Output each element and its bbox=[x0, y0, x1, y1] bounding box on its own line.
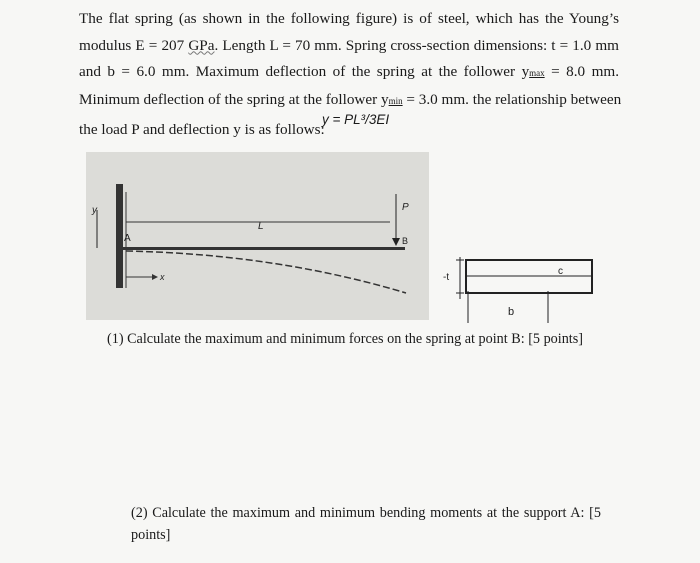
problem-line-5: the load P and deflection y is as follows: bbox=[79, 121, 325, 138]
problem-line-4: Minimum deflection of the spring at the follower ymin = 3.0 mm. the relationship between bbox=[79, 90, 622, 108]
problem-line-3: and b = 6.0 mm. Maximum deflection of the spring at the follower ymax = 8.0 mm. bbox=[79, 63, 619, 80]
gpa-unit: GPa bbox=[188, 36, 215, 54]
label-A: A bbox=[124, 233, 131, 244]
label-t: -t bbox=[443, 272, 450, 283]
load-arrow-head bbox=[392, 238, 400, 246]
spring-beam bbox=[123, 247, 405, 250]
ymax-symbol: ymax bbox=[521, 63, 545, 80]
x-axis-arrow bbox=[152, 274, 158, 280]
deflection-formula: y = PL³/3EI bbox=[322, 112, 390, 127]
label-B: B bbox=[402, 236, 409, 246]
label-L: L bbox=[258, 221, 264, 232]
label-b: b bbox=[508, 306, 515, 318]
question-2 bbox=[131, 502, 601, 546]
cantilever-figure bbox=[86, 152, 429, 320]
question-2-line-1: (2) Calculate the maximum and minimum bending moments at the support A: [5 bbox=[131, 505, 601, 521]
label-y: y bbox=[92, 205, 97, 216]
cross-section-figure bbox=[440, 255, 600, 325]
problem-line-2: modulus E = 207 GPa. Length L = 70 mm. Spring cross-section dimensions: t = 1.0 mm bbox=[79, 36, 619, 54]
deflected-shape bbox=[126, 251, 406, 293]
label-c: c bbox=[558, 266, 563, 277]
question-1: (1) Calculate the maximum and minimum forces on the spring at point B: [5 points] bbox=[107, 331, 583, 347]
cross-section-diagram bbox=[440, 255, 600, 325]
cantilever-diagram bbox=[86, 152, 429, 320]
problem-line-1: The flat spring (as shown in the following figure) is of steel, which has the Young’s bbox=[79, 10, 619, 27]
wall-support bbox=[116, 184, 123, 288]
label-x: x bbox=[160, 272, 165, 282]
ymin-symbol: ymin bbox=[381, 90, 403, 108]
question-2-line-2: points] bbox=[131, 527, 171, 543]
label-P: P bbox=[402, 202, 409, 213]
